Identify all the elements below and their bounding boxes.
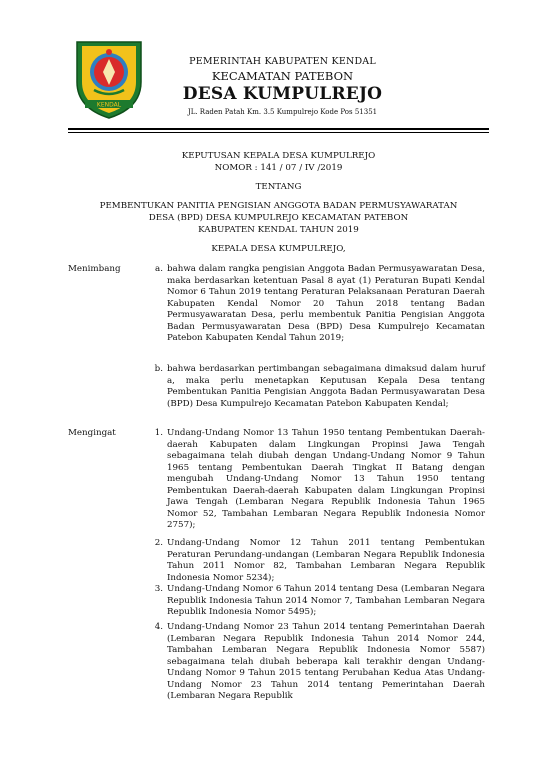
list-item-marker: a. — [155, 264, 163, 274]
list-item-marker: b. — [154, 364, 163, 374]
letterhead-divider-thin — [68, 132, 489, 133]
decree-subject-line: KABUPATEN KENDAL TAHUN 2019 — [198, 225, 359, 235]
mengingat-item-text: Undang-Undang Nomor 12 Tahun 2011 tentang Pembentukan Peraturan Perundang-undangan (Lembaran Negara Republik Indonesia Tahun 2011 Nomor 82, Tambahan Lembaran Negara Republik Indonesia Nomor 5234); — [167, 538, 485, 583]
list-item-marker: 4. — [154, 622, 163, 632]
mengingat-item-text: Undang-Undang Nomor 6 Tahun 2014 tentang Desa (Lembaran Negara Republik Indonesia Tahun 2014 Nomor 7, Tambahan Lembaran Negara Republik Indonesia Nomor 5495); — [167, 584, 485, 617]
menimbang-item-text: bahwa berdasarkan pertimbangan sebagaimana dimaksud dalam huruf a, maka perlu menetapkan Keputusan Kepala Desa tentang Pembentukan Panitia Pengisian Anggota Badan Permusyawaratan Desa (BPD) Desa Kumpulrejo Kecamatan Patebon Kabupaten Kendal; — [167, 364, 485, 409]
decree-title: KEPUTUSAN KEPALA DESA KUMPULREJO — [181, 151, 376, 161]
svg-text:KENDAL: KENDAL — [96, 101, 122, 109]
decree-tentang: TENTANG — [255, 182, 302, 192]
village-name: DESA KUMPULREJO — [182, 84, 383, 104]
letterhead — [150, 56, 415, 117]
letterhead-divider-thick — [68, 128, 489, 130]
list-item-marker: 2. — [154, 538, 163, 548]
list-item-marker: 1. — [154, 428, 163, 438]
district-name: KECAMATAN PATEBON — [211, 69, 354, 83]
mengingat-item-text: Undang-Undang Nomor 13 Tahun 1950 tentang Pembentukan Daerah-daerah Kabupaten dalam Lingkungan Propinsi Jawa Tengah sebagaimana telah diubah dengan Undang-Undang Nomor 9 Tahun 1965 tentang Pembentukan Daerah Tingkat II Batang dengan mengubah Undang-Undang Nomor 13 Tahun 1950 tentang Pembentukan Daerah-daerah Kabupaten dalam Lingkungan Propinsi Jawa Tengah (Lembaran Negara Republik Indonesia Tahun 1965 Nomor 52, Tambahan Lembaran Negara Republik Indonesia Nomor 2757); — [167, 428, 485, 530]
decree-number: NOMOR : 141 / 07 / IV /2019 — [214, 163, 343, 173]
decree-subject-line: PEMBENTUKAN PANITIA PENGISIAN ANGGOTA BADAN PERMUSYAWARATAN — [99, 201, 458, 211]
menimbang-label: Menimbang — [68, 264, 121, 274]
mengingat-item-text: Undang-Undang Nomor 23 Tahun 2014 tentang Pemerintahan Daerah (Lembaran Negara Republik Indonesia Tahun 2014 Nomor 244, Tambahan Lembaran Negara Republik Indonesia Nomor 5587) sebagaimana telah diubah beberapa kali terakhir dengan Undang-Undang Nomor 9 Tahun 2015 tentang Perubahan Kedua Atas Undang-Undang Nomor 23 Tahun 2014 tentang Pemerintahan Daerah (Lembaran Negara Republik — [167, 622, 485, 701]
office-address: JL. Raden Patah Km. 3.5 Kumpulrejo Kode Pos 51351 — [187, 108, 378, 116]
mengingat-label: Mengingat — [68, 428, 116, 438]
decree-signer-heading: KEPALA DESA KUMPULREJO, — [211, 244, 346, 254]
kendal-regency-emblem-icon — [69, 38, 149, 120]
list-item-marker: 3. — [154, 584, 163, 594]
government-name: PEMERINTAH KABUPATEN KENDAL — [189, 56, 376, 67]
menimbang-item-text: bahwa dalam rangka pengisian Anggota Badan Permusyawaratan Desa, maka berdasarkan ketentuan Pasal 8 ayat (1) Peraturan Bupati Kendal Nomor 6 Tahun 2019 tentang Peraturan Pelaksanaan Peraturan Daerah Kabupaten Kendal Nomor 20 Tahun 2018 tentang Badan Permusyawaratan Desa, perlu membentuk Panitia Pengisian Anggota Badan Permusyawaratan Desa (BPD) Desa Kumpulrejo Kecamatan Patebon Kabupaten Kendal Tahun 2019; — [167, 264, 485, 343]
decree-subject-line: DESA (BPD) DESA KUMPULREJO KECAMATAN PATEBON — [148, 213, 409, 223]
